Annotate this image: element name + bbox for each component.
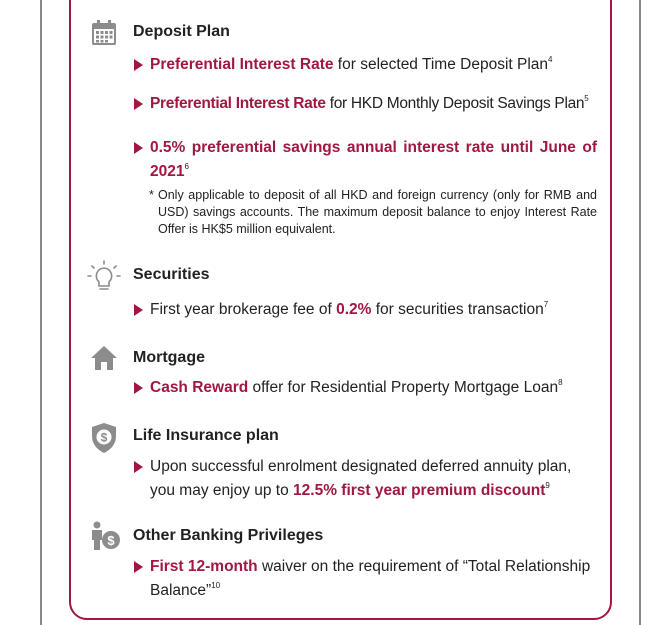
deposit-footnote: * Only applicable to deposit of all HKD and foreign currency (only for RMB and USD) savings accounts. The maximum deposit balance to enjoy Interest Rate Offer is HK$5 million equivalent.	[149, 188, 597, 236]
arrow-right-icon	[134, 142, 143, 154]
arrow-right-icon	[134, 304, 143, 316]
svg-text:$: $	[100, 430, 108, 445]
calendar-icon	[88, 17, 120, 49]
house-icon	[88, 342, 120, 374]
mortgage-item-cash-reward: Cash Reward offer for Residential Property Mortgage Loan$^8$	[134, 376, 597, 400]
mortgage-title: Mortgage	[133, 349, 205, 366]
securities-item-brokerage: First year brokerage fee of 0.2% for securities transaction$^7$	[134, 298, 597, 322]
other-banking-title: Other Banking Privileges	[133, 527, 324, 544]
life-insurance-title: Life Insurance plan	[133, 427, 279, 444]
arrow-right-icon	[134, 59, 143, 71]
right-border-line	[639, 0, 641, 625]
svg-text:$: $	[107, 533, 115, 548]
left-border-line	[40, 0, 42, 625]
arrow-right-icon	[134, 461, 143, 473]
insurance-item-premium-discount: Upon successful enrolment designated deferred annuity plan, you may enjoy up to 12.5% first year premium discount$^9$	[134, 455, 597, 503]
deposit-plan-title: Deposit Plan	[133, 23, 230, 40]
arrow-right-icon	[134, 382, 143, 394]
shield-dollar-icon	[88, 421, 120, 455]
banking-item-waiver: First 12-month waiver on the requirement of “Total Relationship Balance”$^{10}$	[134, 555, 597, 603]
person-coin-icon	[88, 520, 122, 552]
lightbulb-icon	[86, 259, 122, 295]
securities-title: Securities	[133, 266, 210, 283]
arrow-right-icon	[134, 561, 143, 573]
deposit-item-time-deposit: Preferential Interest Rate for selected Time Deposit Plan$^4$	[134, 53, 597, 77]
deposit-item-monthly-savings: Preferential Interest Rate for HKD Monthly Deposit Savings Plan$^5$	[134, 92, 597, 116]
arrow-right-icon	[134, 98, 143, 110]
deposit-item-savings-rate: 0.5% preferential savings annual interest rate until June of 2021$^6$	[134, 136, 597, 184]
